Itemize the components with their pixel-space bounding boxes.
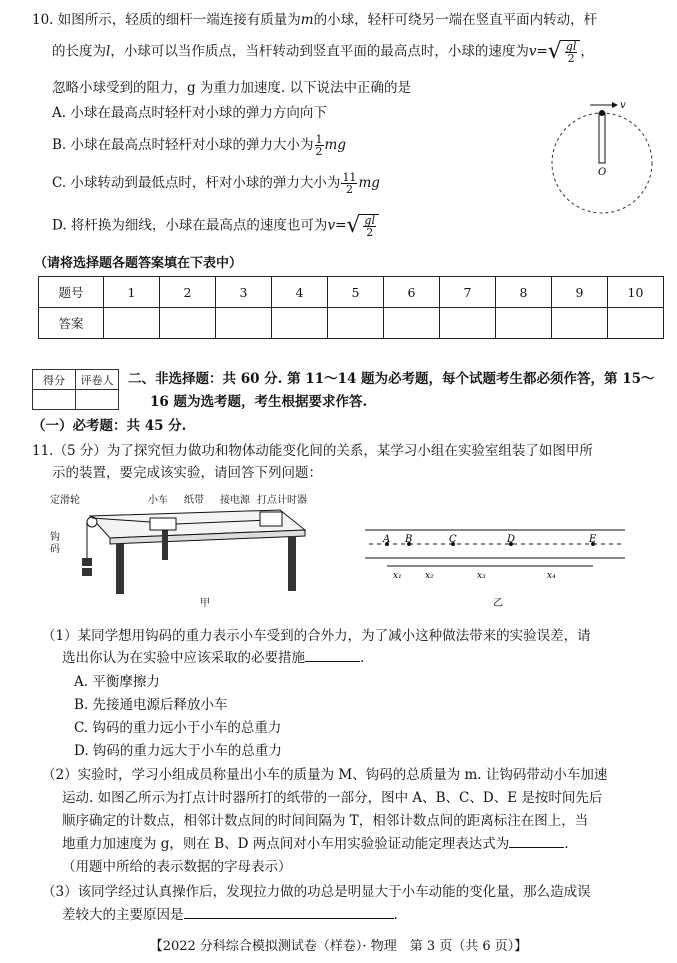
q10-figure <box>550 95 660 215</box>
answer-table-note: （请将选择题各题答案填在下表中） <box>34 256 243 271</box>
q11-line1: 11.（5 分）为了探究恒力做功和物体动能变化间的关系，某学习小组在实验室组装了如图甲所 <box>32 443 593 459</box>
q10-option-d: D. 将杆换为细线，小球在最高点的速度也可为v=√ $\frac{gl}{2}$ <box>52 214 379 238</box>
q10-line3: 忽略小球受到的阻力，g 为重力加速度. 以下说法中正确的是 <box>52 80 412 96</box>
q11-line2: 示的装置，要完成该实验，请回答下列问题： <box>52 465 322 481</box>
label-yi: 乙 <box>493 598 503 609</box>
svg-text:A: A <box>383 534 391 545</box>
q11-p2-line4: 地重力加速度为 g，则在 B、D 两点间对小车用实验验证动能定理表达式为 . <box>62 836 569 852</box>
q11-p1-line1: （1）某同学想用钩码的重力表示小车受到的合外力，为了减小这种做法带来的实验误差，请 <box>42 628 591 644</box>
velocity-label: v <box>620 100 626 111</box>
q11-p2-line2: 运动. 如图乙所示为打点计时器所打的纸带的一部分，图中 A、B、C、D、E 是按时间先后 <box>62 790 603 806</box>
figure-jia <box>50 488 330 610</box>
answer-table: 题号 1 2 3 4 5 6 7 8 9 10 答案 <box>38 276 664 339</box>
label-cart: 小车 <box>148 495 168 506</box>
label-tape: 纸带 <box>184 495 204 506</box>
table-leg <box>162 528 168 560</box>
svg-text:C: C <box>449 534 457 545</box>
label-power: 接电源 <box>220 495 250 506</box>
svg-text:x₁: x₁ <box>393 571 402 581</box>
pivot-label: O <box>598 167 607 178</box>
label-weight-1: 钩 <box>50 532 60 543</box>
ball <box>599 110 605 116</box>
q11-p1-option-a: A. 平衡摩擦力 <box>74 674 160 690</box>
section2-title-1: 二、非选择题：共 60 分. 第 11～14 题为必考题，每个试题考生都必须作答，第 15～ <box>128 371 655 387</box>
svg-text:B: B <box>405 534 413 545</box>
q10-option-c: C. 小球转动到最低点时，杆对小球的弹力大小为 $\frac{11}{2}$ mg <box>52 171 380 196</box>
q10-line2: 的长度为l，小球可以当作质点，当杆转动到竖直平面的最高点时，小球的速度为v=√ $\frac{gl}{2}$ ， <box>52 39 594 65</box>
svg-text:D: D <box>507 534 516 545</box>
svg-text:x₂: x₂ <box>425 571 434 581</box>
q11-p2-line5: （用题中所给的表示数据的字母表示） <box>62 859 292 875</box>
q10-option-b: B. 小球在最高点时轻杆对小球的弹力大小为 $\frac{1}{2}$ mg <box>52 133 346 158</box>
page-footer: 【2022 分科综合模拟测试卷（样卷）· 物理 第 3 页（共 6 页）】 <box>149 939 528 954</box>
velocity-arrowhead <box>612 102 618 108</box>
q11-p1-option-d: D. 钩码的重力远大于小车的总重力 <box>74 743 282 759</box>
q10-line1: 10. 如图所示，轻质的细杆一端连接有质量为m的小球，轻杆可绕另一端在竖直平面内转动，杆 <box>32 12 598 28</box>
q10-option-a: A. 小球在最高点时轻杆对小球的弹力方向向下 <box>52 105 327 121</box>
svg-text:x₄: x₄ <box>547 571 556 581</box>
table-leg <box>288 536 296 591</box>
q11-p1-option-c: C. 钩码的重力远小于小车的总重力 <box>74 720 282 736</box>
svg-text:E: E <box>589 534 597 545</box>
table-leg <box>116 544 124 594</box>
answer-blank-2[interactable] <box>509 847 564 848</box>
label-timer: 打点计时器 <box>257 495 307 506</box>
timer <box>260 512 282 526</box>
q11-p3-line1: （3）该同学经过认真操作后，发现拉力做的功总是明显大于小车动能的变化量，那么造成误 <box>42 884 591 900</box>
answer-blank-3[interactable] <box>184 918 394 919</box>
row-header: 答案 <box>39 308 104 339</box>
figure-yi <box>365 520 625 610</box>
q11-p2-line1: （2）实验时，学习小组成员称量出小车的质量为 M、钩码的总质量为 m. 让钩码带动小车加速 <box>42 767 608 783</box>
label-weight-2: 码 <box>50 544 60 555</box>
q11-p3-line2: 差较大的主要原因是 . <box>62 907 398 923</box>
answer-blank-1[interactable] <box>305 661 360 662</box>
section2-title-2: 16 题为选考题，考生根据要求作答. <box>150 394 368 410</box>
row-header: 题号 <box>39 277 104 308</box>
weight <box>82 558 92 566</box>
rod <box>599 113 605 163</box>
q11-p1-line2: 选出你认为在实验中应该采取的必要措施 . <box>62 650 365 666</box>
q11-p2-line3: 顺序确定的计数点，相邻计数点间的时间间隔为 T，相邻计数点间的距离标注在图上，当 <box>62 813 589 829</box>
required-section-title: （一）必考题：共 45 分. <box>32 418 187 434</box>
label-pulley: 定滑轮 <box>50 495 80 506</box>
score-box: 得分 评卷人 <box>32 369 119 410</box>
label-jia: 甲 <box>200 598 210 609</box>
cart <box>150 518 176 530</box>
q11-p1-option-b: B. 先接通电源后释放小车 <box>74 697 228 713</box>
svg-text:x₃: x₃ <box>477 571 486 581</box>
weight <box>82 568 92 576</box>
